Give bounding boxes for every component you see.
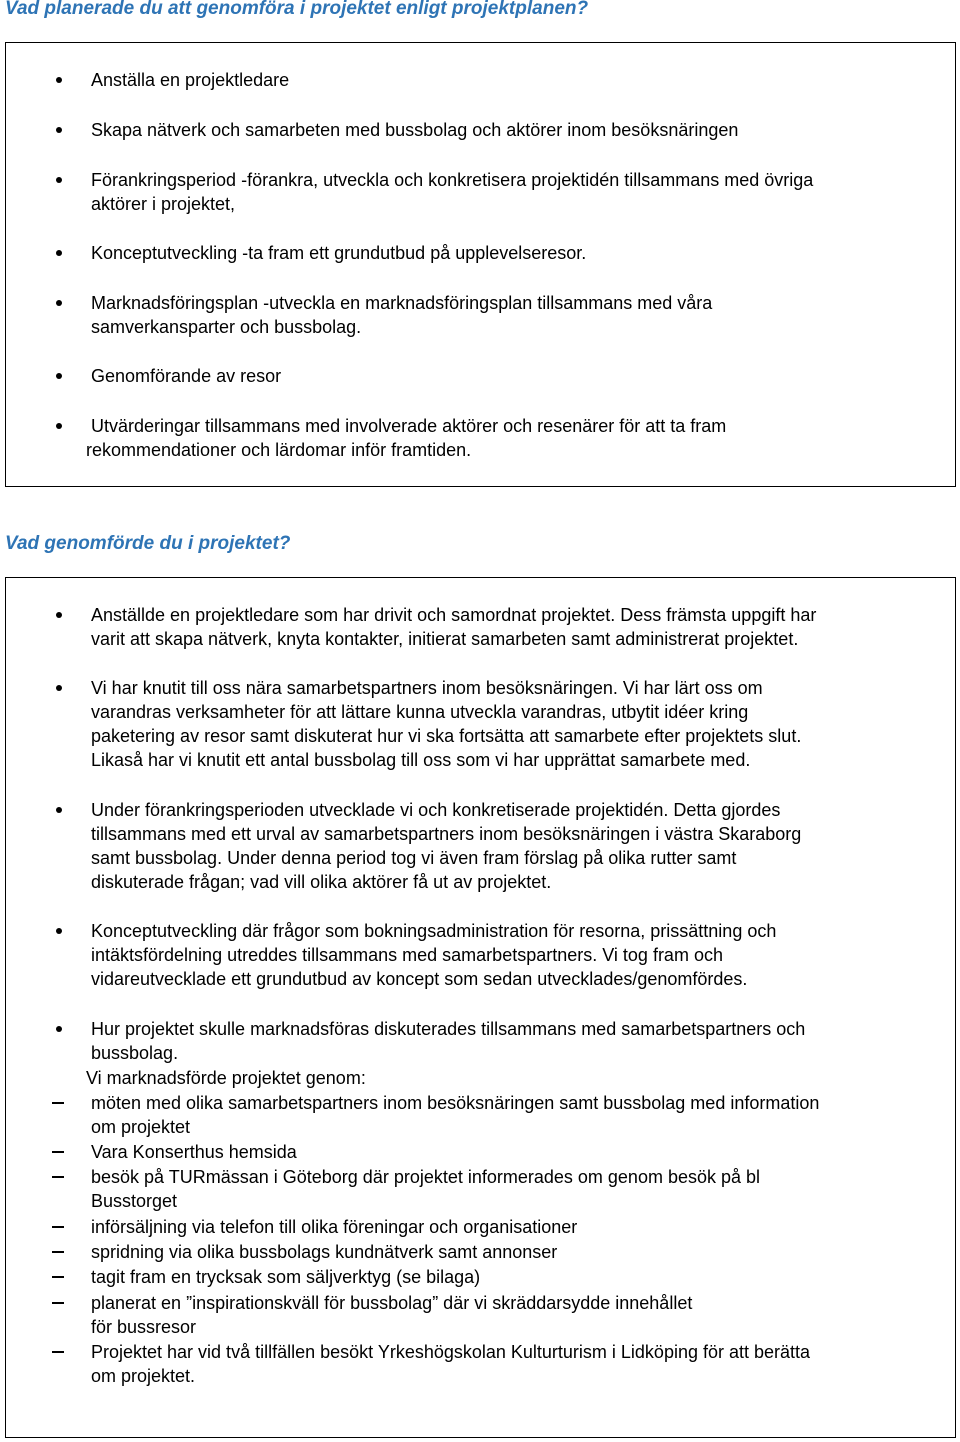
bullet-icon bbox=[56, 177, 62, 183]
marketing-item-text: om projektet bbox=[91, 1117, 191, 1137]
bullet-icon bbox=[56, 250, 62, 256]
marketing-item-text: besök på TURmässan i Göteborg där projektet informerades om genom besök på bl bbox=[91, 1167, 761, 1187]
bullet-icon bbox=[56, 423, 62, 429]
section-heading-planned: Vad planerade du att genomföra i projektet enligt projektplanen? bbox=[5, 0, 589, 19]
done-item-text: diskuterade frågan; vad vill olika aktörer få ut av projektet. bbox=[91, 872, 552, 892]
dash-bullet-icon bbox=[52, 1226, 64, 1228]
done-item-text: paketering av resor samt diskuterat hur vi ska fortsätta att samarbete efter projektets slut. bbox=[91, 726, 802, 746]
marketing-item-text: Vara Konserthus hemsida bbox=[91, 1142, 297, 1162]
planned-item-text: Genomförande av resor bbox=[91, 366, 282, 386]
done-item-text: intäktsfördelning utreddes tillsammans med samarbetspartners. Vi tog fram och bbox=[91, 945, 723, 965]
bullet-icon bbox=[56, 807, 62, 813]
planned-item-text: Marknadsföringsplan -utveckla en marknadsföringsplan tillsammans med våra bbox=[91, 293, 713, 313]
marketing-item-text: planerat en ”inspirationskväll för bussbolag” där vi skräddarsydde innehållet bbox=[91, 1293, 693, 1313]
bullet-icon bbox=[56, 127, 62, 133]
done-item-text: Konceptutveckling där frågor som bokningsadministration för resorna, prissättning och bbox=[91, 921, 777, 941]
done-item-text: Vi har knutit till oss nära samarbetspartners inom besöksnäringen. Vi har lärt oss om bbox=[91, 678, 763, 698]
planned-item-text: aktörer i projektet, bbox=[91, 194, 236, 214]
done-item-text: tillsammans med ett urval av samarbetspartners inom besöksnäringen i västra Skaraborg bbox=[91, 824, 802, 844]
bullet-icon bbox=[56, 300, 62, 306]
done-item-text: samt bussbolag. Under denna period tog vi även fram förslag på olika rutter samt bbox=[91, 848, 737, 868]
done-item-text: varandras verksamheter för att lättare kunna utveckla varandras, utbytit idéer kring bbox=[91, 702, 749, 722]
bullet-icon bbox=[56, 77, 62, 83]
planned-item-text: rekommendationer och lärdomar inför framtiden. bbox=[86, 440, 472, 460]
dash-bullet-icon bbox=[52, 1151, 64, 1153]
done-item-text: bussbolag. bbox=[91, 1043, 179, 1063]
marketing-item-text: om projektet. bbox=[91, 1366, 196, 1386]
planned-item-text: Konceptutveckling -ta fram ett grundutbud på upplevelseresor. bbox=[91, 243, 587, 263]
marketing-item-text: möten med olika samarbetspartners inom besöksnäringen samt bussbolag med information bbox=[91, 1093, 820, 1113]
section-heading-done: Vad genomförde du i projektet? bbox=[5, 533, 291, 554]
dash-bullet-icon bbox=[52, 1351, 64, 1353]
dash-bullet-icon bbox=[52, 1276, 64, 1278]
bullet-icon bbox=[56, 373, 62, 379]
planned-item-text: samverkansparter och bussbolag. bbox=[91, 317, 362, 337]
planned-item-text: Utvärderingar tillsammans med involverade aktörer och resenärer för att ta fram bbox=[91, 416, 727, 436]
bullet-icon bbox=[56, 1026, 62, 1032]
done-item-text: varit att skapa nätverk, knyta kontakter, initierat samarbeten samt administrerat projektet. bbox=[91, 629, 799, 649]
planned-item-text: Anställa en projektledare bbox=[91, 70, 290, 90]
dash-bullet-icon bbox=[52, 1302, 64, 1304]
done-item-text: Likaså har vi knutit ett antal bussbolag till oss som vi har upprättat samarbete med. bbox=[91, 750, 751, 770]
marketing-item-text: införsäljning via telefon till olika föreningar och organisationer bbox=[91, 1217, 578, 1237]
done-item-text: Under förankringsperioden utvecklade vi och konkretiserade projektidén. Detta gjordes bbox=[91, 800, 781, 820]
marketing-item-text: tagit fram en trycksak som säljverktyg (se bilaga) bbox=[91, 1267, 481, 1287]
marketing-intro-text: Vi marknadsförde projektet genom: bbox=[86, 1068, 366, 1088]
done-item-text: vidareutvecklade ett grundutbud av koncept som sedan utvecklades/genomfördes. bbox=[91, 969, 748, 989]
planned-item-text: Skapa nätverk och samarbeten med bussbolag och aktörer inom besöksnäringen bbox=[91, 120, 739, 140]
marketing-item-text: Busstorget bbox=[91, 1191, 178, 1211]
marketing-item-text: Projektet har vid två tillfällen besökt Yrkeshögskolan Kulturturism i Lidköping för att berätta bbox=[91, 1342, 811, 1362]
marketing-item-text: spridning via olika bussbolags kundnätverk samt annonser bbox=[91, 1242, 558, 1262]
bullet-icon bbox=[56, 685, 62, 691]
bullet-icon bbox=[56, 612, 62, 618]
dash-bullet-icon bbox=[52, 1102, 64, 1104]
marketing-item-text: för bussresor bbox=[91, 1317, 197, 1337]
bullet-icon bbox=[56, 928, 62, 934]
done-item-text: Anställde en projektledare som har drivit och samordnat projektet. Dess främsta uppgift har bbox=[91, 605, 817, 625]
dash-bullet-icon bbox=[52, 1176, 64, 1178]
dash-bullet-icon bbox=[52, 1251, 64, 1253]
done-item-text: Hur projektet skulle marknadsföras diskuterades tillsammans med samarbetspartners och bbox=[91, 1019, 806, 1039]
planned-item-text: Förankringsperiod -förankra, utveckla och konkretisera projektidén tillsammans med övriga bbox=[91, 170, 814, 190]
